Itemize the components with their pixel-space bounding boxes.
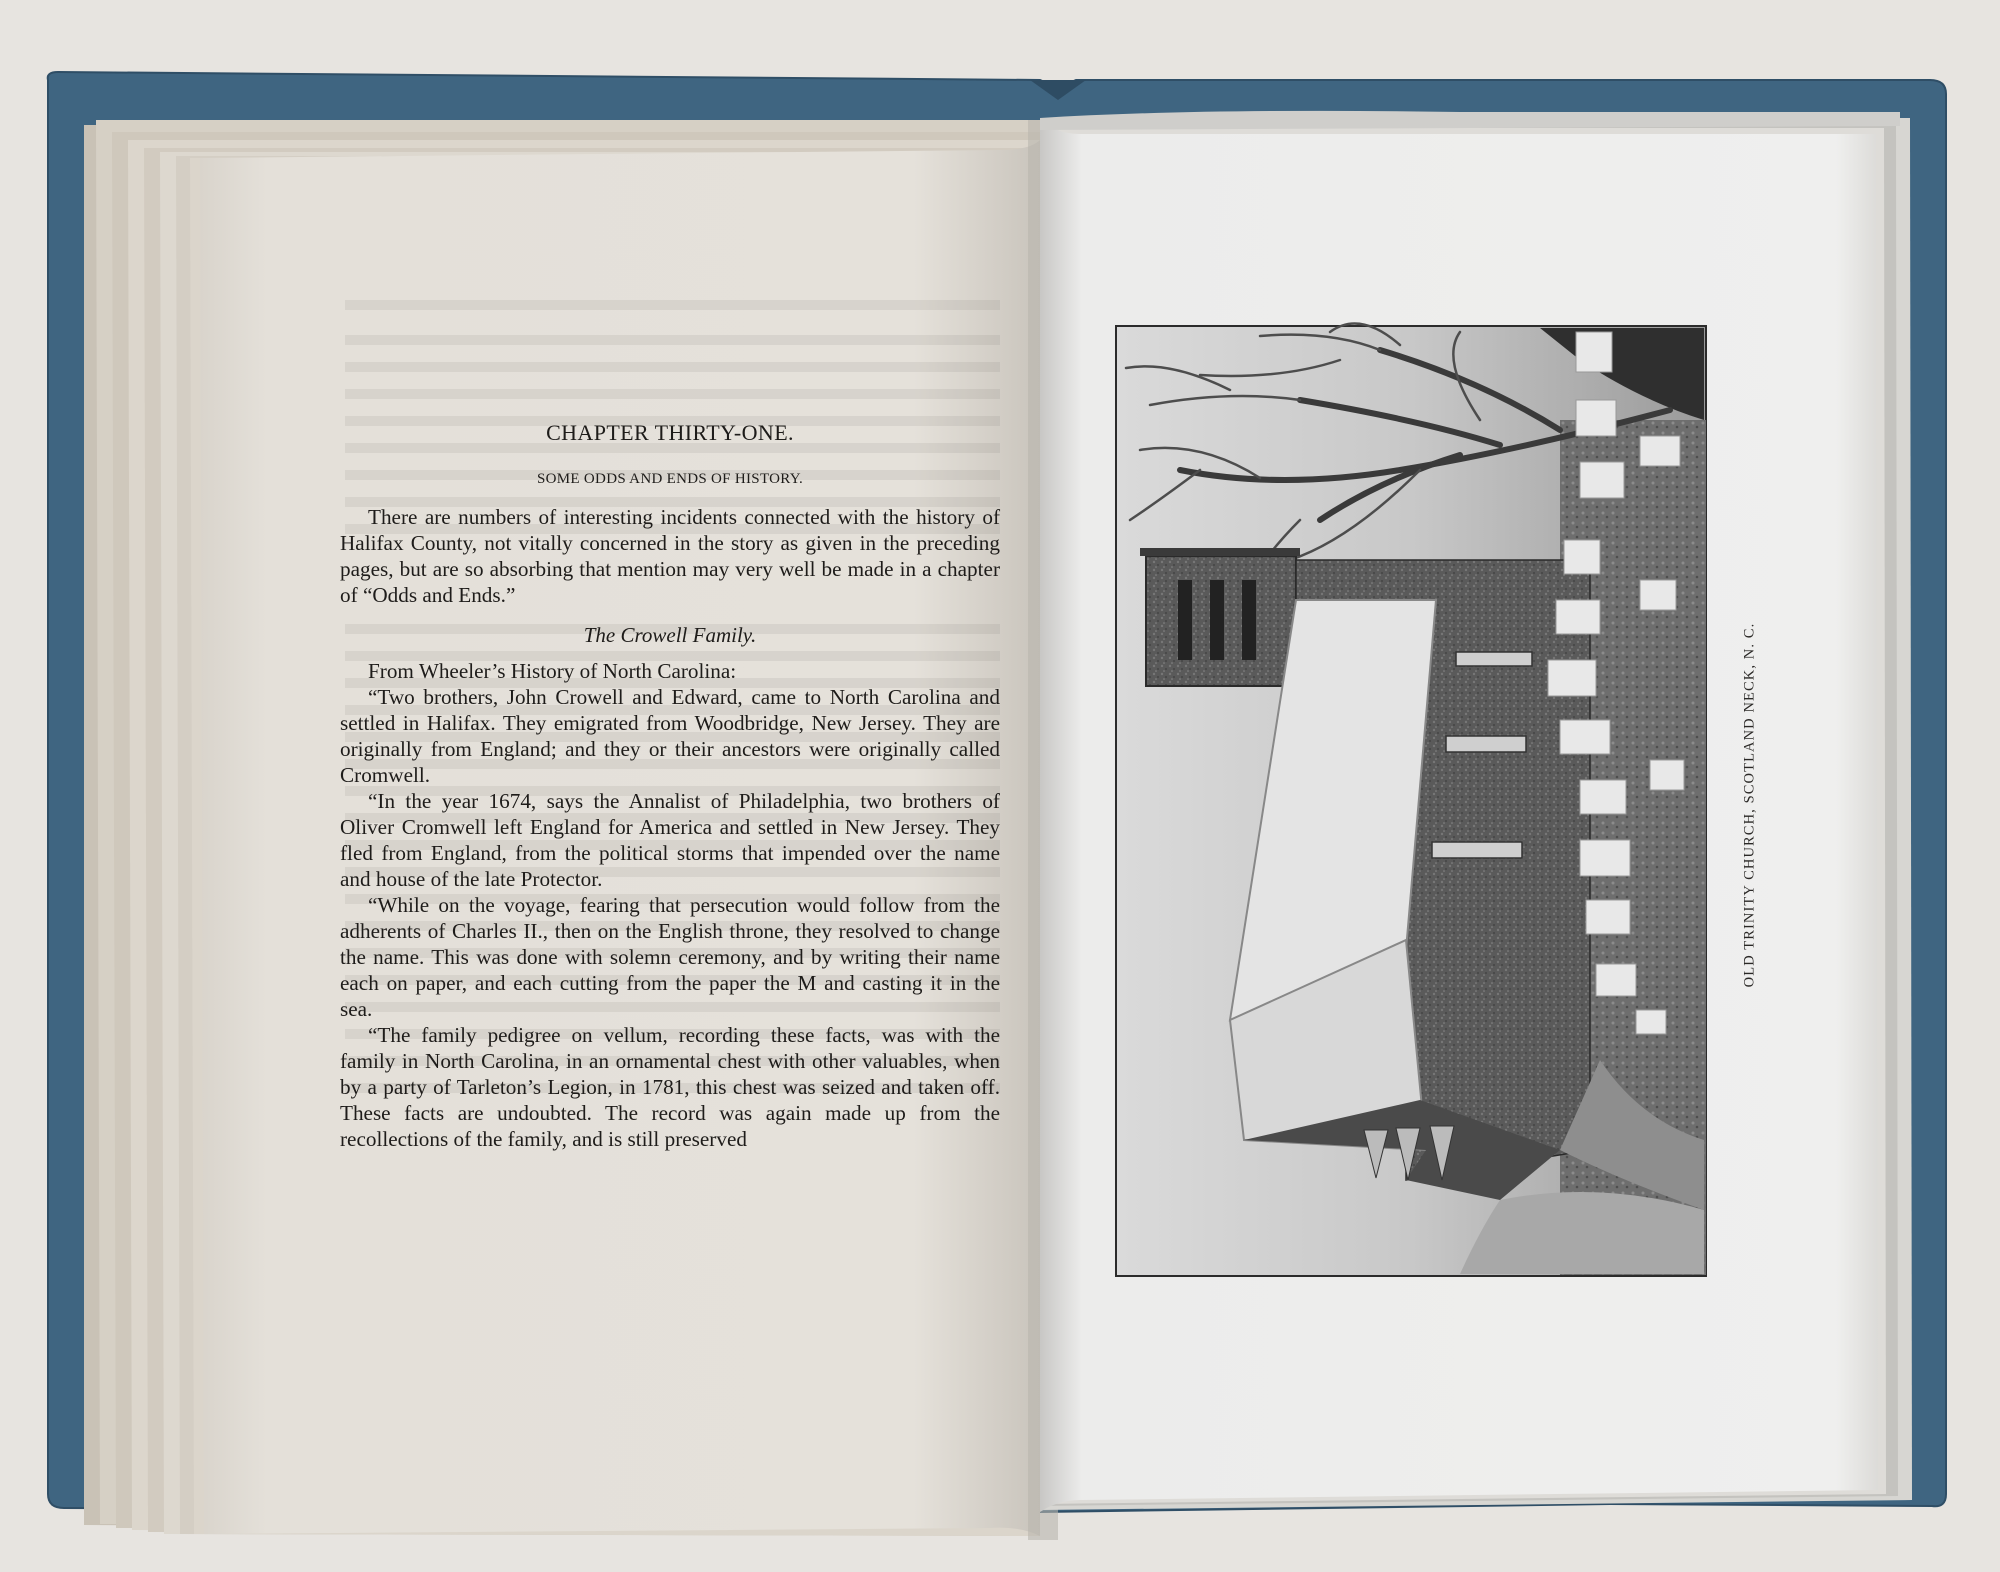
photo-caption-wrap [1735, 580, 1765, 1030]
body-paragraph: “Two brothers, John Crowell and Edward, came to North Carolina and settled in Halifax. They emigrated from Woodbridge, New Jersey. They are originally from England; and they or their ancestors were originally called Cromwell. [340, 685, 1000, 787]
section-title: The Crowell Family. [583, 623, 757, 647]
chapter-subheading: SOME ODDS AND ENDS OF HISTORY. [537, 471, 803, 487]
body-paragraph: “The family pedigree on vellum, recording these facts, was with the family in North Carolina, in an ornamental chest with other valuables, when by a party of Tarleton’s Legion, in 1781, this chest was seized and taken off. These facts are undoubted. The record was again made up from the recollections of the family, and is still preserved [340, 1023, 1000, 1151]
left-page-text [340, 418, 1000, 1152]
chapter-heading: CHAPTER THIRTY-ONE. [546, 420, 794, 445]
intro-paragraph: There are numbers of interesting incidents connected with the history of Halifax County, not vitally concerned in the story as given in the preceding pages, but are so absorbing that mention may very well be made in a chapter of “Odds and Ends.” [340, 505, 1000, 607]
body-paragraph: “While on the voyage, fearing that persecution would follow from the adherents of Charles II., then on the English throne, they resolved to change the name. This was done with solemn ceremony, and by writing their name each on paper, and each cutting from the paper the M and casting it in the sea. [340, 893, 1000, 1021]
church-photograph [1116, 324, 1706, 1276]
body-paragraph: From Wheeler’s History of North Carolina: [368, 659, 737, 683]
photo-caption: OLD TRINITY CHURCH, SCOTLAND NECK, N. C. [1741, 622, 1758, 988]
body-paragraph: “In the year 1674, says the Annalist of Philadelphia, two brothers of Oliver Cromwell left England for America and settled in New Jersey. They fled from England, from the political storms that impended over the name and house of the late Protector. [340, 789, 1000, 891]
